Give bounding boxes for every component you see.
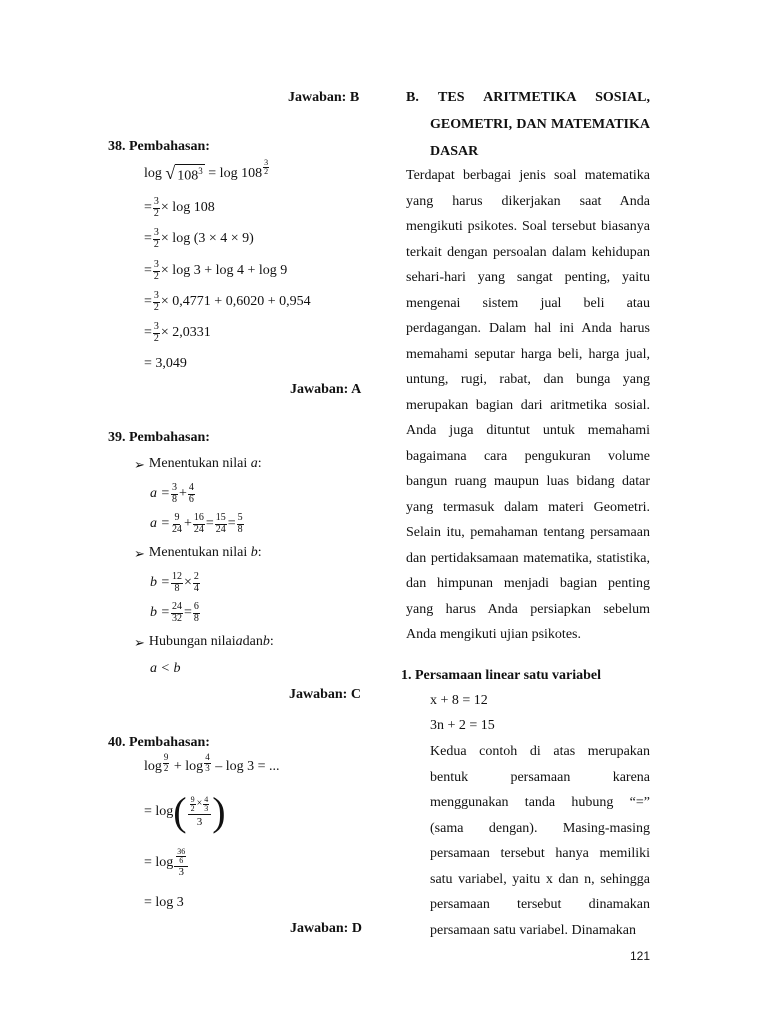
frac-num: 3 <box>153 321 159 332</box>
text-line: Terdapat berbagai jenis soal matematika <box>406 168 650 183</box>
frac-num: 3 <box>153 290 159 301</box>
fraction <box>190 796 196 814</box>
frac-num: 3 <box>264 157 269 167</box>
expr-text: × 2,0331 <box>160 325 211 340</box>
p39-a-eq-1 <box>150 483 196 505</box>
bullet-text: Menentukan nilai <box>148 456 248 471</box>
section-heading-line: GEOMETRI, DAN MATEMATIKA <box>430 117 650 132</box>
p39-b-eq-1 <box>150 572 201 594</box>
text-line: Anda mengikuti ujian psikotes. <box>406 627 581 642</box>
fraction <box>176 848 186 866</box>
text-line: Kedua contoh di atas merupakan <box>430 744 650 759</box>
fraction <box>171 572 183 594</box>
text-line: Anda juga dituntut untuk memahami <box>406 423 650 438</box>
p38-radicand: 108 <box>177 168 199 184</box>
frac-num: 6 <box>193 601 199 612</box>
frac-den: 3 <box>196 815 203 828</box>
fraction <box>193 572 200 594</box>
frac-den: 24 <box>193 523 204 535</box>
text-line: untung, rugi, rabat, dan bunga yang <box>406 372 650 387</box>
text-line: perdagangan. Dalam hal ini Anda harus <box>406 321 650 336</box>
frac-num: 9 <box>163 752 169 763</box>
eq-sign: = <box>144 231 152 246</box>
p39-bullet-c <box>134 635 274 649</box>
bullet-text: dan <box>242 634 263 649</box>
text-line: persamaan tersebut dinamakan <box>430 897 650 912</box>
section-heading-line: DASAR <box>430 144 479 159</box>
eq-sign: = <box>144 200 152 215</box>
expr-text: + log <box>173 759 204 774</box>
fraction <box>153 291 160 313</box>
frac-den: 2 <box>153 332 159 344</box>
answer-label: Jawaban: A <box>290 382 362 397</box>
var-a: a <box>235 634 243 649</box>
frac-num: 24 <box>171 601 182 612</box>
fraction <box>237 513 244 535</box>
section-heading-line: B. TES ARITMETIKA SOSIAL, <box>406 90 650 105</box>
fraction <box>171 483 178 505</box>
p38-line-1 <box>144 157 270 184</box>
frac-num: 4 <box>204 794 209 804</box>
text-line: merupakan bagian dari aritmetika sosial. <box>406 397 650 413</box>
body-paragraph <box>430 739 650 943</box>
expr-text: = 3,049 <box>144 356 187 371</box>
p38-line-7 <box>144 357 187 371</box>
answer-label: Jawaban: B <box>288 90 360 105</box>
problem-38-header: 38. Pembahasan: <box>108 139 210 154</box>
expr-text: × log 3 + log 4 + log 9 <box>160 263 288 278</box>
fraction <box>203 796 209 814</box>
op: + <box>178 486 187 501</box>
frac-den: 8 <box>174 582 180 594</box>
p38-line-4 <box>144 260 287 282</box>
eq-sign: = <box>144 294 152 309</box>
p39-b-eq-2 <box>150 602 201 624</box>
frac-num: 16 <box>193 512 204 523</box>
p40-line-2 <box>144 789 226 834</box>
op: × <box>196 798 203 810</box>
expr-text: × 0,4771 + 0,6020 + 0,954 <box>160 294 311 309</box>
expr-text: = log <box>144 855 174 871</box>
expr-text: = log <box>144 804 174 819</box>
p38-line-6 <box>144 322 211 344</box>
frac-num: 5 <box>237 512 243 523</box>
frac-num: 15 <box>215 512 226 523</box>
p38-exponent-fraction <box>263 159 269 177</box>
frac-den: 2 <box>153 238 159 250</box>
fraction <box>153 228 160 250</box>
p38-line-5 <box>144 291 311 313</box>
frac-num: 9 <box>190 794 195 804</box>
fraction <box>171 602 183 624</box>
arrow-bullet-icon: ➢ <box>134 456 145 472</box>
compound-fraction <box>188 796 212 828</box>
frac-num: 9 <box>174 512 180 523</box>
frac-num: 3 <box>153 227 159 238</box>
op: × <box>183 575 192 590</box>
text-line: yang harus Anda persiapkan sebelum <box>406 601 650 617</box>
var-a: a <box>250 456 258 471</box>
problem-40-header: 40. Pembahasan: <box>108 735 210 750</box>
text-line: bentuk persamaan karena <box>430 769 650 785</box>
left-paren: ( <box>173 789 187 834</box>
frac-num: 4 <box>188 482 194 493</box>
frac-num: 3 <box>153 196 159 207</box>
text-line: dan himpunan menjadi bagian penting <box>406 576 650 591</box>
lhs: b = <box>150 605 170 620</box>
text-line: yang harus dikerjakan saat Anda <box>406 193 650 209</box>
var-b: b <box>262 634 270 649</box>
text-line: persamaan satu variabel. Dinamakan <box>430 922 637 938</box>
frac-den: 3 <box>205 762 210 773</box>
colon: : <box>257 545 262 560</box>
expr-text: × log 108 <box>160 200 215 215</box>
expr-text: × log (3 × 4 × 9) <box>160 231 254 246</box>
p40-line-4 <box>144 896 184 910</box>
colon: : <box>257 456 262 471</box>
lhs: a = <box>150 516 170 531</box>
text-line: (sama dengan). Masing-masing <box>430 820 650 836</box>
frac-den: 4 <box>193 582 199 594</box>
frac-den: 24 <box>171 523 182 535</box>
p38-line-3 <box>144 228 254 250</box>
frac-den: 6 <box>179 856 184 866</box>
eq-sign: = <box>144 325 152 340</box>
p39-bullet-a <box>134 457 262 471</box>
text-line: menggunakan tanda hubung “=” <box>430 795 650 810</box>
relation-text: a < b <box>150 661 181 676</box>
text-line: Selain itu, pemahaman tentang persamaan <box>406 525 650 540</box>
text-line: mengikuti psikotes. Soal tersebut biasanya <box>406 219 650 234</box>
op: = <box>205 516 214 531</box>
lhs: b = <box>150 575 170 590</box>
answer-label: Jawaban: D <box>290 921 362 936</box>
fraction <box>163 753 170 773</box>
fraction <box>153 260 160 282</box>
section-heading <box>406 90 650 171</box>
p38-line-2 <box>144 197 215 219</box>
text-line: satu variabel, yaitu x dan n, sehingga <box>430 871 650 887</box>
bullet-text: Menentukan nilai <box>148 545 248 560</box>
frac-den: 2 <box>264 167 269 177</box>
p38-exp: 3 <box>198 166 203 176</box>
problem-39-header: 39. Pembahasan: <box>108 430 210 445</box>
text-line: yang termasuk dalam materi Geometri. <box>406 499 650 515</box>
right-paren: ) <box>212 789 226 834</box>
answer-label: Jawaban: C <box>289 687 361 702</box>
frac-den: 2 <box>190 804 195 814</box>
frac-den: 2 <box>153 207 159 219</box>
text-line: terkait dengan persoalan dalam kehidupan <box>406 244 650 260</box>
frac-den: 2 <box>153 270 159 282</box>
op: = <box>227 516 236 531</box>
text-line: persamaan tersebut hanya memiliki <box>430 846 650 861</box>
frac-den: 3 <box>204 804 209 814</box>
intro-paragraph <box>406 163 650 648</box>
frac-den: 8 <box>171 493 177 505</box>
frac-den: 32 <box>171 612 182 624</box>
frac-den: 8 <box>193 612 199 624</box>
fraction <box>171 513 183 535</box>
lhs: a = <box>150 486 170 501</box>
frac-den: 3 <box>178 865 185 878</box>
p40-line-3 <box>144 848 189 878</box>
fraction <box>153 322 160 344</box>
p39-bullet-b <box>134 546 262 560</box>
text-line: dan pertidaksamaan matematika, statistika, <box>406 550 650 566</box>
page-number: 121 <box>630 949 651 963</box>
eq-sign: = <box>144 263 152 278</box>
bullet-text: Hubungan nilai <box>148 634 236 649</box>
p38-log: log <box>144 165 162 181</box>
text-line: mengenai sistem jual beli atau <box>406 295 650 311</box>
fraction <box>193 602 200 624</box>
frac-num: 4 <box>205 752 210 763</box>
expr-text: – log 3 = ... <box>215 759 280 774</box>
op: + <box>183 516 192 531</box>
frac-num: 12 <box>171 571 182 582</box>
frac-num: 2 <box>193 571 199 582</box>
subsection-heading: 1. Persamaan linear satu variabel <box>401 668 602 683</box>
frac-num: 36 <box>177 847 186 856</box>
arrow-bullet-icon: ➢ <box>134 545 145 561</box>
fraction <box>215 513 227 535</box>
p40-line-1 <box>144 752 280 774</box>
p39-relation <box>150 662 180 676</box>
frac-den: 2 <box>153 301 159 313</box>
fraction <box>188 483 195 505</box>
frac-den: 8 <box>237 523 243 535</box>
sqrt-symbol: √ $108^3$ <box>165 163 203 184</box>
compound-fraction <box>174 848 188 878</box>
p39-a-eq-2 <box>150 513 245 535</box>
text-line: bangun ruang maupun luas bidang datar <box>406 474 650 489</box>
expr-text: = log 3 <box>144 895 184 910</box>
frac-num: 3 <box>171 482 177 493</box>
example-equation-2: 3n + 2 = 15 <box>430 718 495 733</box>
p38-eq-log108: = log 108 <box>208 165 263 181</box>
example-equation-1: x + 8 = 12 <box>430 693 488 708</box>
fraction <box>204 753 211 773</box>
text-line: sehari-hari yang sangat penting, yaitu <box>406 270 650 285</box>
fraction <box>193 513 205 535</box>
expr-text: log <box>144 759 162 774</box>
text-line: bagaimana cara pengukuran volume <box>406 448 650 464</box>
arrow-bullet-icon: ➢ <box>134 634 145 650</box>
frac-den: 2 <box>163 762 169 773</box>
op: = <box>183 605 192 620</box>
text-line: memahami seputar harga beli, harga jual, <box>406 346 650 362</box>
colon: : <box>269 634 274 649</box>
fraction <box>153 197 160 219</box>
frac-den: 6 <box>188 493 194 505</box>
frac-num: 3 <box>153 259 159 270</box>
var-b: b <box>250 545 258 560</box>
frac-den: 24 <box>215 523 226 535</box>
